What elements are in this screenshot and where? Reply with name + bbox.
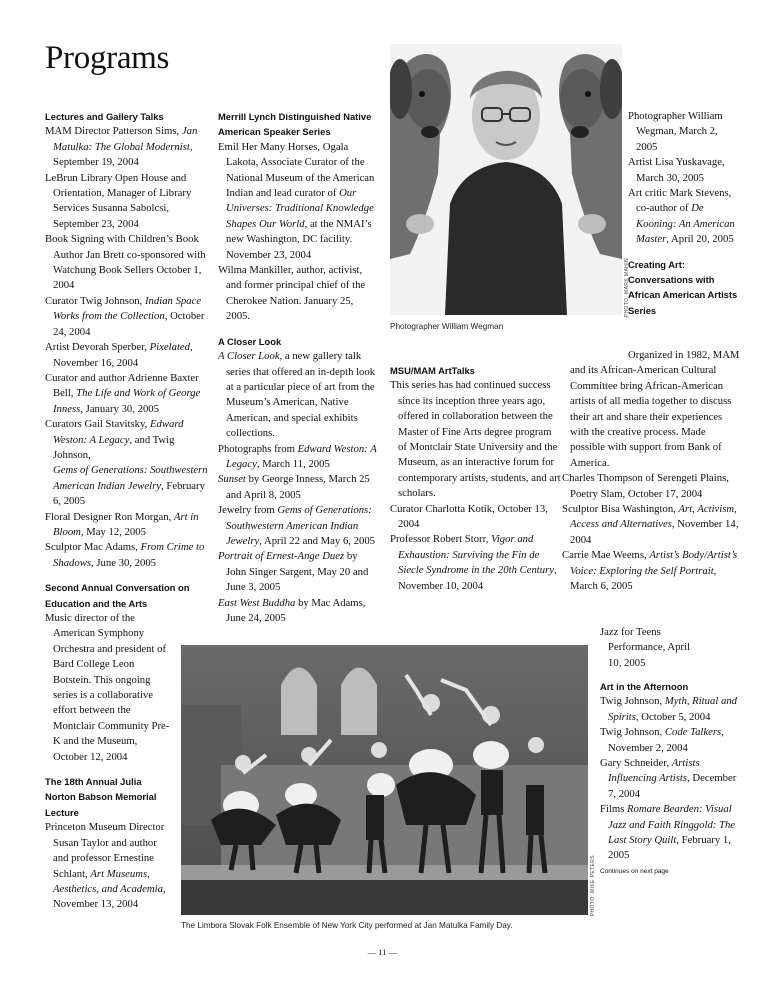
photo-folk-ensemble — [181, 645, 588, 915]
arttalks-item: Artist Lisa Yuskavage, March 30, 2005 — [628, 156, 725, 184]
closer-item: Photographs from Edward Weston: A Legacy, March 11, 2005 — [218, 442, 377, 470]
closer-item: Portrait of Ernest-Ange Duez by John Singer Sargent, May 20 and June 3, 2005 — [218, 550, 369, 594]
lecture-item: Curators Gail Stavitsky, Edward Weston: A Legacy, and Twig Johnson, — [45, 418, 184, 461]
afternoon-item: Gary Schneider, Artists Influencing Artists, December 7, 2004 — [600, 757, 737, 800]
section-heading-closer-look: A Closer Look — [218, 335, 282, 347]
lecture-item: Curator and author Adrienne Baxter Bell, The Life and Work of George Inness, January 30, 2005 — [45, 371, 201, 415]
lecture-item: Curator Twig Johnson, Indian Space Works from the Collection, October 24, 2004 — [45, 294, 205, 338]
closer-item: East West Buddha by Mac Adams, June 24, 2005 — [218, 596, 366, 624]
creating-item: Jazz for Teens Performance, April 10, 2005 — [600, 626, 690, 669]
lecture-item: Floral Designer Ron Morgan, Art in Bloom, May 12, 2005 — [45, 510, 199, 538]
column-4-afternoon — [600, 679, 740, 879]
column-4-jazz — [600, 625, 690, 671]
column-2 — [218, 109, 378, 626]
photo-wegman — [390, 44, 622, 315]
arttalks-item: Professor Robert Storr, Vigor and Exhaustion: Surviving the Fin de Siecle Syndrome in the 20th Century, November 10, 2004 — [390, 533, 557, 592]
section-heading-afternoon: Art in the Afternoon — [600, 681, 689, 692]
lecture-item: LeBrun Library Open House and Orientation, Manager of Library Services Susanna Sabolcsi, September 23, 2004 — [45, 171, 192, 230]
arttalks-item: Photographer William Wegman, March 2, 2005 — [628, 110, 723, 153]
closer-intro: A Closer Look, a new gallery talk series that offered an in-depth look at a particular piece of art from the Museum’s American, Native American, and special exhibits collections. — [218, 350, 376, 440]
section-heading-merrill: Merrill Lynch Distinguished Native American Speaker Series — [218, 111, 372, 138]
merrill-item: Emil Her Many Horses, Ogala Lakota, Associate Curator of the National Museum of the American Indian and lead curator of Our Universes: Traditional Knowledge Shapes Our World, at the NMAI’s new Washington, DC facility. November 23, 2004 — [218, 140, 375, 261]
lecture-item: Artist Devorah Sperber, Pixelated, November 16, 2004 — [45, 341, 193, 369]
creating-item: Charles Thompson of Serengeti Plains, Poetry Slam, October 17, 2004 — [562, 472, 729, 500]
conversation-text: Music director of the American Symphony Orchestra and president of Bard College Leon Botstein. This ongoing series is a collaborative effort between the Montclair Community Pre-K and the Museum, October 12, 2004 — [45, 612, 170, 763]
caption-ensemble: The Limbora Slovak Folk Ensemble of New York City performed at Jan Matulka Family Day. — [181, 921, 513, 930]
babson-text: Princeton Museum Director Susan Taylor and author and professor Ernestine Schlant, Art Museums, Aesthetics, and Academia, November 13, 2004 — [45, 821, 166, 911]
merrill-item: Wilma Mankiller, author, activist, and former principal chief of the Cherokee Nation. January 25, 2005. — [218, 264, 366, 323]
photo-credit-ensemble: PHOTO: MIKE PETERS — [590, 855, 596, 917]
creating-intro: Organized in 1982, MAM and its African-American Cultural Committee bring African-American artists of all media together to discuss their art and share their experiences with the creative process. Made possible with support from Bank of America. — [570, 349, 740, 469]
section-heading-babson: The 18th Annual Julia Norton Babson Memorial Lecture — [45, 776, 157, 818]
column-4-top — [628, 109, 740, 318]
column-4-creating — [562, 348, 742, 595]
closer-item: Jewelry from Gems of Generations: Southwestern American Indian Jewelry, April 22 and May 6, 2005 — [218, 504, 376, 547]
lecture-item: Gems of Generations: Southwestern American Indian Jewelry, February 6, 2005 — [53, 464, 208, 508]
creating-item: Carrie Mae Weems, Artist’s Body/Artist’s Voice: Exploring the Self Portrait, March 6, 2005 — [562, 549, 738, 593]
arttalks-item: Art critic Mark Stevens, co-author of De Kooning: An American Master, April 20, 2005 — [628, 187, 735, 246]
photo-wegman-graphic — [390, 44, 622, 315]
lecture-item: MAM Director Patterson Sims, Jan Matulka: The Global Modernist, September 19, 2004 — [45, 125, 198, 169]
page-title: Programs — [45, 40, 170, 76]
arttalks-item: Curator Charlotta Kotik, October 13, 2004 — [390, 502, 548, 531]
afternoon-item: Films Romare Bearden: Visual Jazz and Faith Ringgold: The Last Story Quilt, February 1, 2005 — [600, 803, 736, 862]
column-3 — [390, 363, 562, 594]
arttalks-intro: This series has had continued success since its inception three years ago, offered in collaboration between the Master of Fine Arts degree program of Montclair State University and the Museum, as an interactive forum for contemporary artists, students, and art scholars. — [390, 379, 561, 500]
photo-folk-ensemble-graphic — [181, 645, 588, 915]
closer-item: Sunset by George Inness, March 25 and April 8, 2005 — [218, 473, 370, 501]
section-heading-lectures: Lectures and Gallery Talks — [45, 111, 164, 122]
lectures-list — [45, 124, 213, 571]
page-number: — 11 — — [367, 947, 398, 957]
section-heading-arttalks: MSU/MAM ArtTalks — [390, 365, 475, 376]
lecture-item: Book Signing with Children’s Book Author Jan Brett co-sponsored with Watchung Book Sellers October 1, 2004 — [45, 233, 206, 292]
photo-credit-wegman: PHOTO: MARK MAHIN — [624, 258, 630, 318]
creating-item: Sculptor Bisa Washington, Art, Activism, Access and Alternatives, November 14, 2004 — [562, 503, 739, 546]
section-heading-creating-art: Creating Art: Conversations with African American Artists Series — [628, 258, 738, 316]
section-heading-conversation: Second Annual Conversation on Education and the Arts — [45, 582, 190, 609]
afternoon-item: Twig Johnson, Code Talkers, November 2, 2004 — [600, 726, 724, 754]
afternoon-item: Twig Johnson, Myth, Ritual and Spirits, October 5, 2004 — [600, 695, 738, 723]
caption-wegman: Photographer William Wegman — [390, 322, 504, 331]
continues-note: Continues on next page — [600, 867, 669, 875]
lecture-item: Sculptor Mac Adams, From Crime to Shadows, June 30, 2005 — [45, 541, 205, 569]
